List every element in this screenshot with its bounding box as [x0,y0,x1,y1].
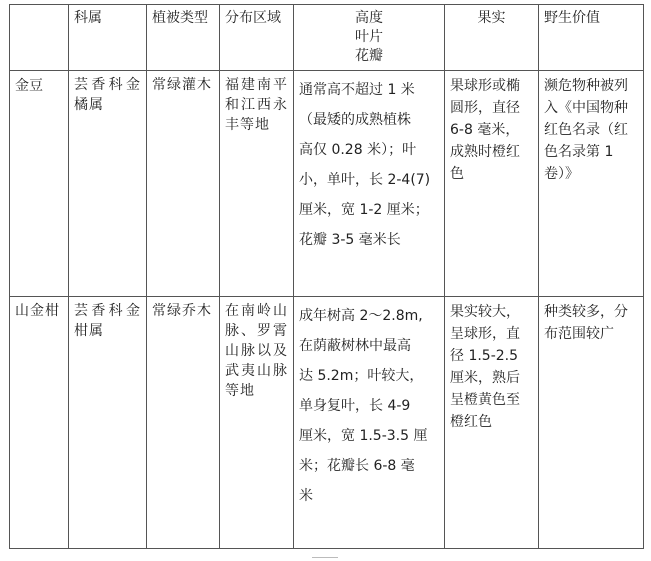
header-family [69,5,147,71]
cell-wild-value: 种类较多，分布范围较广 [539,297,644,549]
cell-distribution-text: 福建南平和江西永丰等地 [225,77,288,133]
cell-distribution-text: 在南岭山脉、罗霄山脉以及武夷山脉等地 [225,303,288,399]
header-vegetation-type-text: 植被类型 [152,10,208,26]
cell-family-text: 芸香科金橘属 [74,77,141,113]
header-family-text: 科属 [74,10,102,26]
height-line: 单身复叶，长 4-9 [299,398,411,414]
cell-family [69,297,147,549]
cell-wild-value: 濒危物种被列入《中国物种红色名录（红色名录第 1 卷）》 [539,71,644,297]
height-line: 高仅 0.28 米）；叶 [299,142,417,158]
cell-fruit: 果球形或椭圆形，直径 6-8 毫米，成熟时橙红色 [445,71,539,297]
cell-height-leaf-petal [294,71,445,297]
cell-name: 金豆 [10,71,69,297]
header-petal: 花瓣 [355,48,383,64]
cell-vegetation-type [147,297,220,549]
height-line: 花瓣 3-5 毫米长 [299,232,401,248]
cell-vegetation-type [147,71,220,297]
header-distribution [220,5,294,71]
cell-height-leaf-petal [294,297,445,549]
cell-family [69,71,147,297]
header-wild-value: 野生价值 [539,5,644,71]
header-height-leaf-petal [294,5,445,71]
height-line: 米 [299,488,313,504]
cell-fruit: 果实较大，呈球形，直径 1.5-2.5 厘米，熟后呈橙黄色至橙红色 [445,297,539,549]
height-line: 通常高不超过 1 米 [299,82,415,98]
header-name [10,5,69,71]
cell-name [10,297,69,549]
header-leaf: 叶片 [355,29,383,45]
height-line: 小，单叶，长 2-4(7) [299,172,431,188]
cell-family-text: 芸香科金柑属 [74,303,141,339]
cell-name-text: 山金柑 [15,303,60,319]
table-row [10,71,644,297]
cell-distribution [220,297,294,549]
header-row [10,5,644,71]
height-line: 米；花瓣长 6-8 毫 [299,458,415,474]
height-line: 成年树高 2～2.8m, [299,308,423,324]
page-edge-mark [312,557,338,561]
species-comparison-table [9,4,644,549]
height-line: 在荫蔽树林中最高 [299,338,411,354]
cell-vegetation-type-text: 常绿灌木 [152,77,212,93]
height-line: （最矮的成熟植株 [299,112,411,128]
header-height: 高度 [355,10,383,26]
table-row [10,297,644,549]
height-line: 厘米，宽 1-2 厘米； [299,202,429,218]
header-vegetation-type [147,5,220,71]
height-line: 厘米，宽 1.5-3.5 厘 [299,428,428,444]
height-line: 达 5.2m；叶较大， [299,368,424,384]
header-fruit: 果实 [445,5,539,71]
cell-distribution [220,71,294,297]
cell-vegetation-type-text: 常绿乔木 [152,303,212,319]
header-distribution-text: 分布区域 [225,10,281,26]
